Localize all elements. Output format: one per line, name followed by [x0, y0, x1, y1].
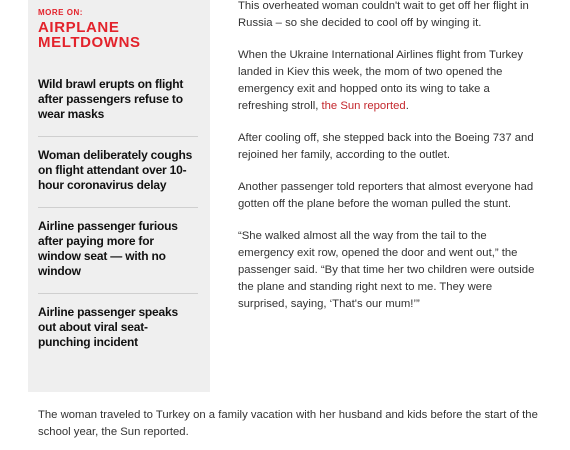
- related-stories-sidebar: [28, 0, 210, 392]
- related-story-link[interactable]: Airline passenger furious after paying more for window seat — with no window: [38, 219, 198, 294]
- sun-report-link[interactable]: the Sun reported: [321, 100, 406, 112]
- related-story-link[interactable]: Woman deliberately coughs on flight attendant over 10-hour coronavirus delay: [38, 148, 198, 208]
- paragraph-text: When the Ukraine International Airlines flight from Turkey landed in Kiev this week, the mom of two opened the emergency exit and hopped onto its wing to take a refreshing stroll,: [238, 49, 524, 112]
- article-paragraph: [238, 47, 538, 115]
- article-body: [238, 0, 538, 328]
- related-story-link[interactable]: Wild brawl erupts on flight after passengers refuse to wear masks: [38, 77, 198, 137]
- related-story-link[interactable]: Airline passenger speaks out about viral seat-punching incident: [38, 305, 178, 349]
- article-paragraph: After cooling off, she stepped back into the Boeing 737 and rejoined her family, according to the outlet.: [238, 132, 534, 161]
- sidebar-kicker: MORE ON:: [38, 8, 83, 17]
- related-stories-list: [38, 77, 198, 375]
- article-paragraph: This overheated woman couldn't wait to get off her flight in Russia – so she decided to cool off by winging it.: [238, 0, 529, 29]
- paragraph-text: .: [405, 100, 409, 112]
- article-paragraph: “She walked almost all the way from the tail to the emergency exit row, opened the door and went out,” the passenger said. “By that time her two children were outside the plane and standing right next to me. They were surprised, saying, ‘That's our mum!’”: [238, 230, 535, 310]
- sidebar-topic-title[interactable]: AIRPLANE MELTDOWNS: [38, 19, 141, 51]
- article-paragraph-full-width: The woman traveled to Turkey on a family vacation with her husband and kids before the start of the school year, the Sun reported.: [38, 409, 538, 438]
- article-paragraph: Another passenger told reporters that almost everyone had gotten off the plane before the woman pulled the stunt.: [238, 181, 534, 210]
